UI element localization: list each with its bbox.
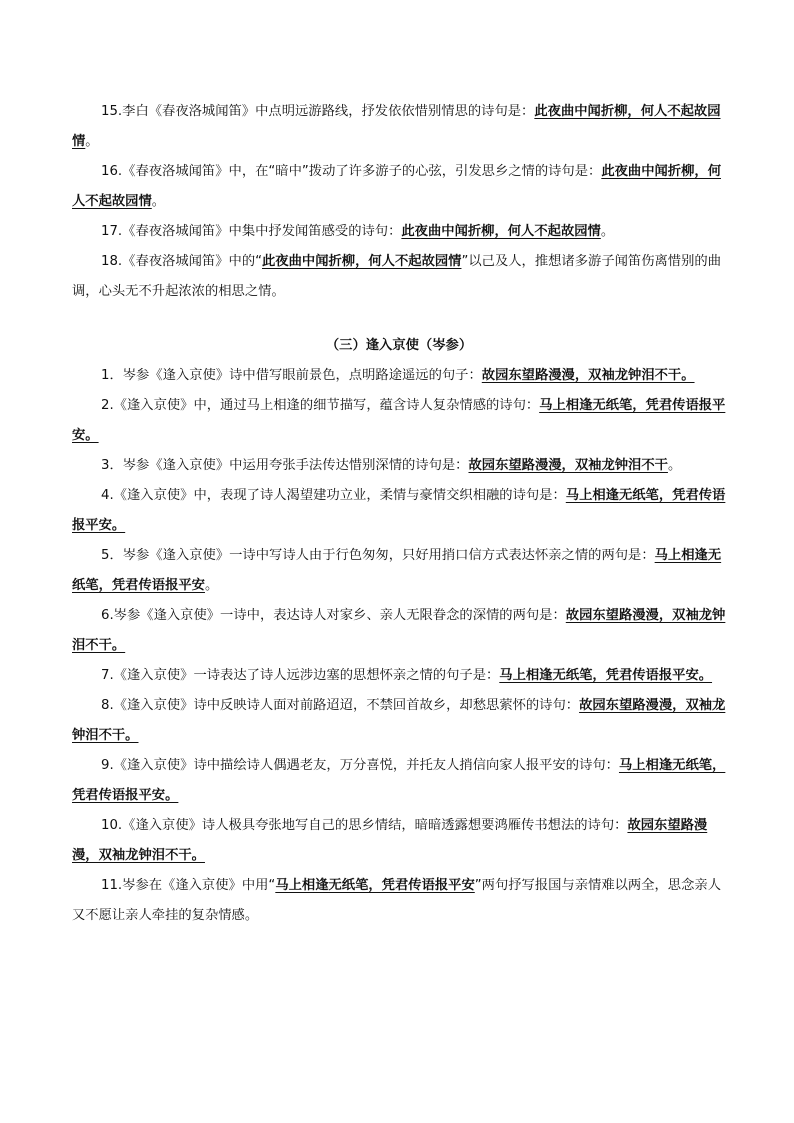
question-text: 7.《逢入京使》一诗表达了诗人远涉边塞的思想怀亲之情的句子是： <box>101 668 500 683</box>
answer-text: 马上相逢无纸笔，凭君传语报平安 <box>72 548 722 593</box>
question-text: 1．岑参《逢入京使》诗中借写眼前景色，点明路途遥远的句子： <box>101 368 482 383</box>
section-heading: （三）逢入京使（岑参） <box>325 338 473 353</box>
question-tail: 。 <box>151 194 166 209</box>
question-text: 11.岑参在《逢入京使》中用“ <box>101 878 276 893</box>
question-tail: 。 <box>204 578 219 593</box>
question-text: 16.《春夜洛城闻笛》中，在“暗中”拨动了许多游子的心弦，引发思乡之情的诗句是： <box>101 164 602 179</box>
question-item <box>72 871 726 931</box>
answer-text: 马上相逢无纸笔，凭君传语报平安。 <box>72 758 726 803</box>
question-item <box>72 601 726 661</box>
question-tail: ”两句抒写报国与亲情难以两全，思念亲人又不愿让亲人牵挂的复杂情感。 <box>72 878 721 923</box>
answer-text: 故园东望路漫漫，双袖龙钟泪不干 <box>468 458 668 473</box>
answer-text: 此夜曲中闻折柳，何人不起故园情 <box>72 104 721 149</box>
answer-text: 此夜曲中闻折柳，何人不起故园情 <box>262 254 462 269</box>
answer-text: 故园东望路漫漫，双袖龙钟泪不干。 <box>72 608 726 653</box>
question-tail: 。 <box>600 224 615 239</box>
question-item <box>72 481 726 541</box>
question-text: 8.《逢入京使》诗中反映诗人面对前路迢迢，不禁回首故乡，却愁思萦怀的诗句： <box>101 698 580 713</box>
question-item <box>72 691 726 751</box>
question-item <box>72 217 726 247</box>
answer-text: 故园东望路漫漫，双袖龙钟泪不干。 <box>481 368 695 383</box>
question-item <box>72 247 726 307</box>
question-text: 2.《逢入京使》中，通过马上相逢的细节描写，蕴含诗人复杂情感的诗句： <box>101 398 540 413</box>
section-a <box>72 97 726 307</box>
question-item <box>72 811 726 871</box>
question-text: 15.李白《春夜洛城闻笛》中点明远游路线，抒发依依惜别情思的诗句是： <box>101 104 535 119</box>
question-text: 10.《逢入京使》诗人极具夸张地写自己的思乡情结，暗暗透露想要鸿雁传书想法的诗句： <box>101 818 628 833</box>
answer-text: 马上相逢无纸笔，凭君传语报平安。 <box>72 488 726 533</box>
answer-text: 故园东望路漫漫，双袖龙钟泪不干。 <box>72 818 708 863</box>
section-b <box>72 361 726 931</box>
answer-text: 马上相逢无纸笔，凭君传语报平安 <box>275 878 475 893</box>
question-tail: 。 <box>667 458 682 473</box>
answer-text: 马上相逢无纸笔，凭君传语报平安。 <box>499 668 713 683</box>
answer-text: 故园东望路漫漫，双袖龙钟泪不干。 <box>72 698 726 743</box>
answer-text: 此夜曲中闻折柳，何人不起故园情 <box>401 224 601 239</box>
question-item <box>72 391 726 451</box>
question-text: 4.《逢入京使》中，表现了诗人渴望建功立业，柔情与豪情交织相融的诗句是： <box>101 488 566 503</box>
question-item <box>72 451 726 481</box>
question-item <box>72 361 726 391</box>
question-item <box>72 661 726 691</box>
question-text: 9.《逢入京使》诗中描绘诗人偶遇老友，万分喜悦，并托友人捎信向家人报平安的诗句： <box>101 758 619 773</box>
question-item <box>72 97 726 157</box>
question-text: 6.岑参《逢入京使》一诗中，表达诗人对家乡、亲人无限眷念的深情的两句是： <box>101 608 566 623</box>
question-tail: ”以己及人，推想诸多游子闻笛伤离惜别的曲调，心头无不升起浓浓的相思之情。 <box>72 254 721 299</box>
question-item <box>72 541 726 601</box>
question-text: 3．岑参《逢入京使》中运用夸张手法传达惜别深情的诗句是： <box>101 458 469 473</box>
question-text: 5．岑参《逢入京使》一诗中写诗人由于行色匆匆，只好用捎口信方式表达怀亲之情的两句是： <box>101 548 655 563</box>
question-text: 18.《春夜洛城闻笛》中的“ <box>101 254 263 269</box>
answer-text: 马上相逢无纸笔，凭君传语报平安。 <box>72 398 726 443</box>
question-item <box>72 157 726 217</box>
question-text: 17.《春夜洛城闻笛》中集中抒发闻笛感受的诗句： <box>101 224 402 239</box>
question-tail: 。 <box>85 134 99 149</box>
answer-text: 此夜曲中闻折柳，何人不起故园情 <box>72 164 721 209</box>
question-item <box>72 751 726 811</box>
